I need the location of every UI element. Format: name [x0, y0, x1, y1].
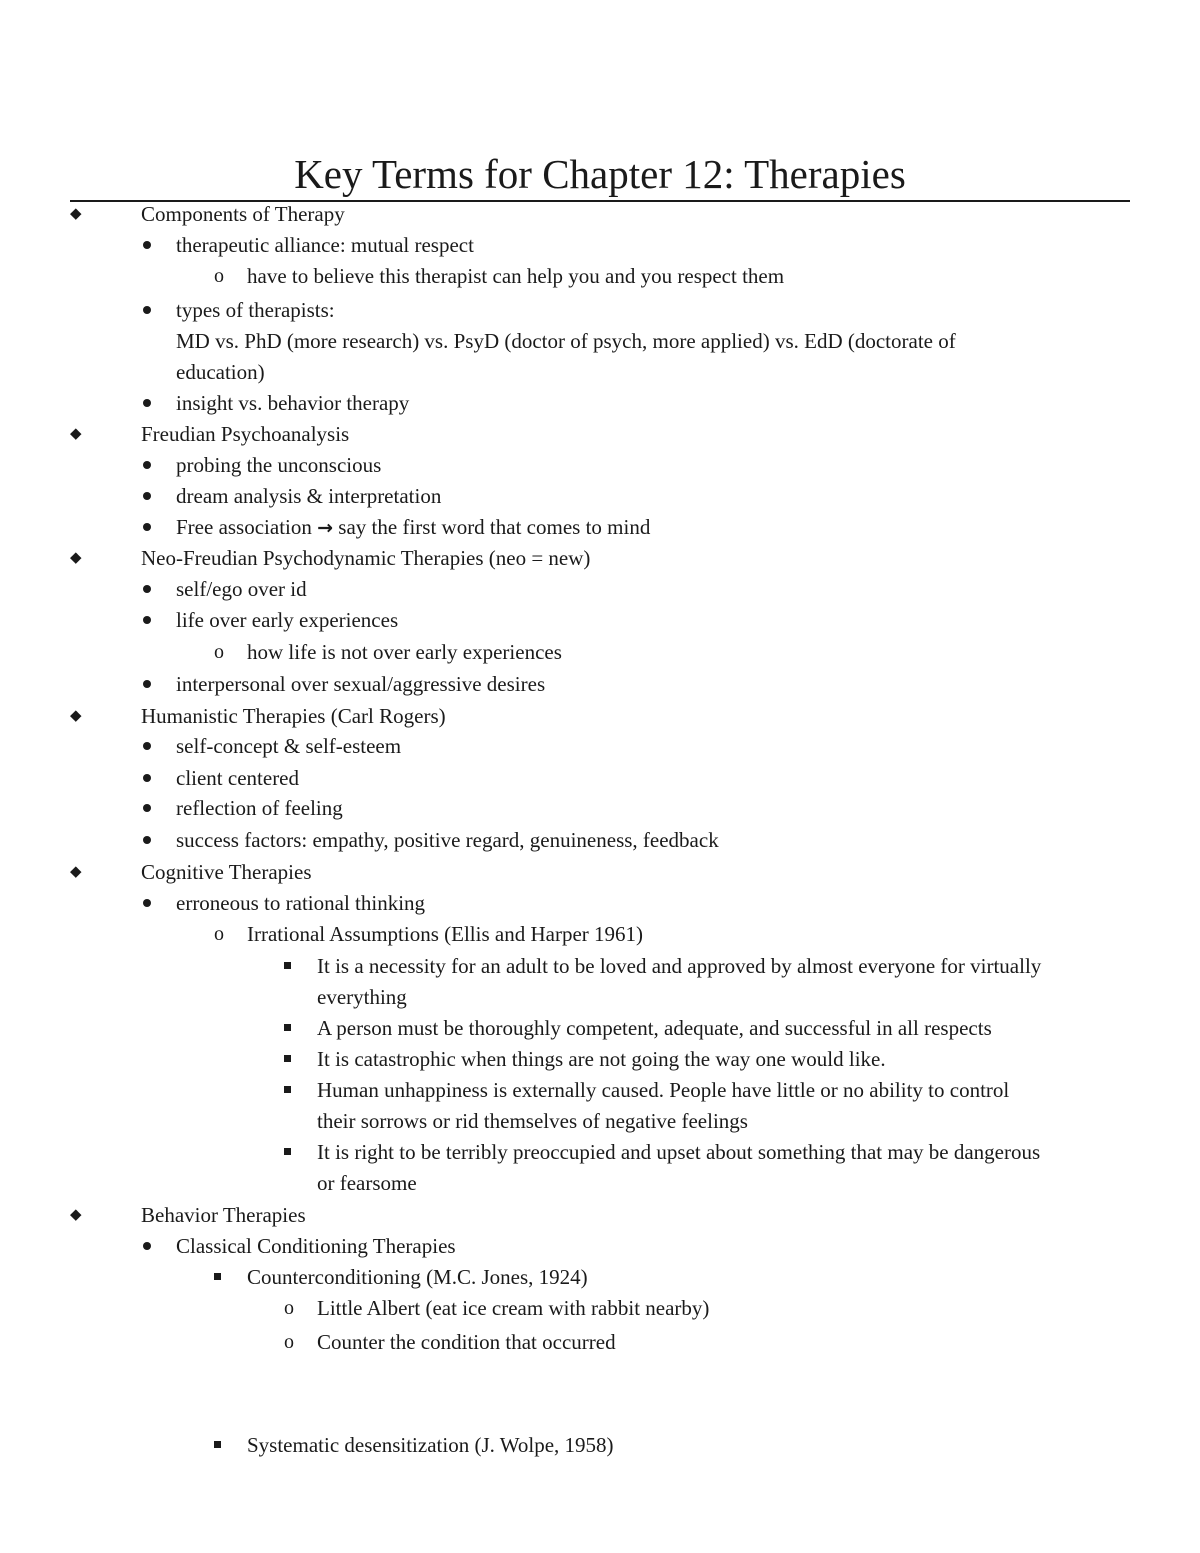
- list-item: reflection of feeling: [176, 796, 343, 820]
- list-item: Classical Conditioning Therapies: [176, 1234, 456, 1258]
- circle-bullet-icon: o: [214, 923, 224, 945]
- round-bullet-icon: [143, 241, 151, 249]
- page-title: Key Terms for Chapter 12: Therapies: [70, 148, 1130, 202]
- round-bullet-icon: [143, 680, 151, 688]
- diamond-bullet-icon: ◆: [70, 864, 82, 880]
- list-item: It is catastrophic when things are not going the way one would like.: [317, 1047, 886, 1071]
- section-heading-cognitive: Cognitive Therapies: [141, 860, 312, 884]
- round-bullet-icon: [143, 585, 151, 593]
- square-bullet-icon: [214, 1441, 221, 1448]
- diamond-bullet-icon: ◆: [70, 426, 82, 442]
- round-bullet-icon: [143, 306, 151, 314]
- list-item: interpersonal over sexual/aggressive desires: [176, 672, 546, 696]
- circle-bullet-icon: o: [214, 641, 224, 663]
- list-item-continuation: MD vs. PhD (more research) vs. PsyD (doctor of psych, more applied) vs. EdD (doctorate of: [176, 329, 956, 353]
- round-bullet-icon: [143, 523, 151, 531]
- list-item: self/ego over id: [176, 577, 307, 601]
- list-item: [176, 512, 650, 543]
- round-bullet-icon: [143, 616, 151, 624]
- list-item: Irrational Assumptions (Ellis and Harper 1961): [247, 922, 644, 946]
- circle-bullet-icon: o: [284, 1297, 294, 1319]
- list-item-text: Free association: [176, 515, 312, 539]
- round-bullet-icon: [143, 399, 151, 407]
- list-item-continuation: everything: [317, 985, 407, 1009]
- list-item: Little Albert (eat ice cream with rabbit nearby): [317, 1296, 710, 1320]
- list-item: Systematic desensitization (J. Wolpe, 1958): [247, 1433, 614, 1457]
- list-item: probing the unconscious: [176, 453, 382, 477]
- list-item: therapeutic alliance: mutual respect: [176, 233, 474, 257]
- round-bullet-icon: [143, 774, 151, 782]
- list-item: how life is not over early experiences: [247, 640, 562, 664]
- circle-bullet-icon: o: [214, 265, 224, 287]
- diamond-bullet-icon: ◆: [70, 1207, 82, 1223]
- list-item-text: say the first word that comes to mind: [338, 515, 651, 539]
- section-heading-components: Components of Therapy: [141, 202, 345, 226]
- list-item-continuation: education): [176, 360, 265, 384]
- square-bullet-icon: [284, 1055, 291, 1062]
- section-heading-behavior: Behavior Therapies: [141, 1203, 306, 1227]
- diamond-bullet-icon: ◆: [70, 708, 82, 724]
- round-bullet-icon: [143, 836, 151, 844]
- list-item: Counter the condition that occurred: [317, 1330, 616, 1354]
- section-heading-neo-freudian: Neo-Freudian Psychodynamic Therapies (neo = new): [141, 546, 591, 570]
- list-item: success factors: empathy, positive regard, genuineness, feedback: [176, 828, 719, 852]
- round-bullet-icon: [143, 742, 151, 750]
- list-item: Counterconditioning (M.C. Jones, 1924): [247, 1265, 588, 1289]
- round-bullet-icon: [143, 492, 151, 500]
- list-item: erroneous to rational thinking: [176, 891, 426, 915]
- round-bullet-icon: [143, 1242, 151, 1250]
- list-item: types of therapists:: [176, 298, 335, 322]
- list-item-continuation: or fearsome: [317, 1171, 417, 1195]
- list-item: Human unhappiness is externally caused. People have little or no ability to control: [317, 1078, 1010, 1102]
- square-bullet-icon: [284, 1086, 291, 1093]
- section-heading-freudian: Freudian Psychoanalysis: [141, 422, 350, 446]
- square-bullet-icon: [284, 1024, 291, 1031]
- list-item: client centered: [176, 766, 300, 790]
- list-item: insight vs. behavior therapy: [176, 391, 410, 415]
- circle-bullet-icon: o: [284, 1331, 294, 1353]
- list-item: It is a necessity for an adult to be loved and approved by almost everyone for virtually: [317, 954, 1042, 978]
- square-bullet-icon: [214, 1273, 221, 1280]
- section-heading-humanistic: Humanistic Therapies (Carl Rogers): [141, 704, 446, 728]
- round-bullet-icon: [143, 461, 151, 469]
- square-bullet-icon: [284, 962, 291, 969]
- list-item: It is right to be terribly preoccupied and upset about something that may be dangerous: [317, 1140, 1041, 1164]
- list-item-continuation: their sorrows or rid themselves of negative feelings: [317, 1109, 748, 1133]
- round-bullet-icon: [143, 804, 151, 812]
- list-item: have to believe this therapist can help you and you respect them: [247, 264, 785, 288]
- square-bullet-icon: [284, 1148, 291, 1155]
- list-item: life over early experiences: [176, 608, 399, 632]
- round-bullet-icon: [143, 899, 151, 907]
- diamond-bullet-icon: ◆: [70, 206, 82, 222]
- list-item: self-concept & self-esteem: [176, 734, 402, 758]
- list-item: dream analysis & interpretation: [176, 484, 442, 508]
- list-item: A person must be thoroughly competent, adequate, and successful in all respects: [317, 1016, 992, 1040]
- arrow-right-icon: →: [317, 517, 334, 539]
- diamond-bullet-icon: ◆: [70, 550, 82, 566]
